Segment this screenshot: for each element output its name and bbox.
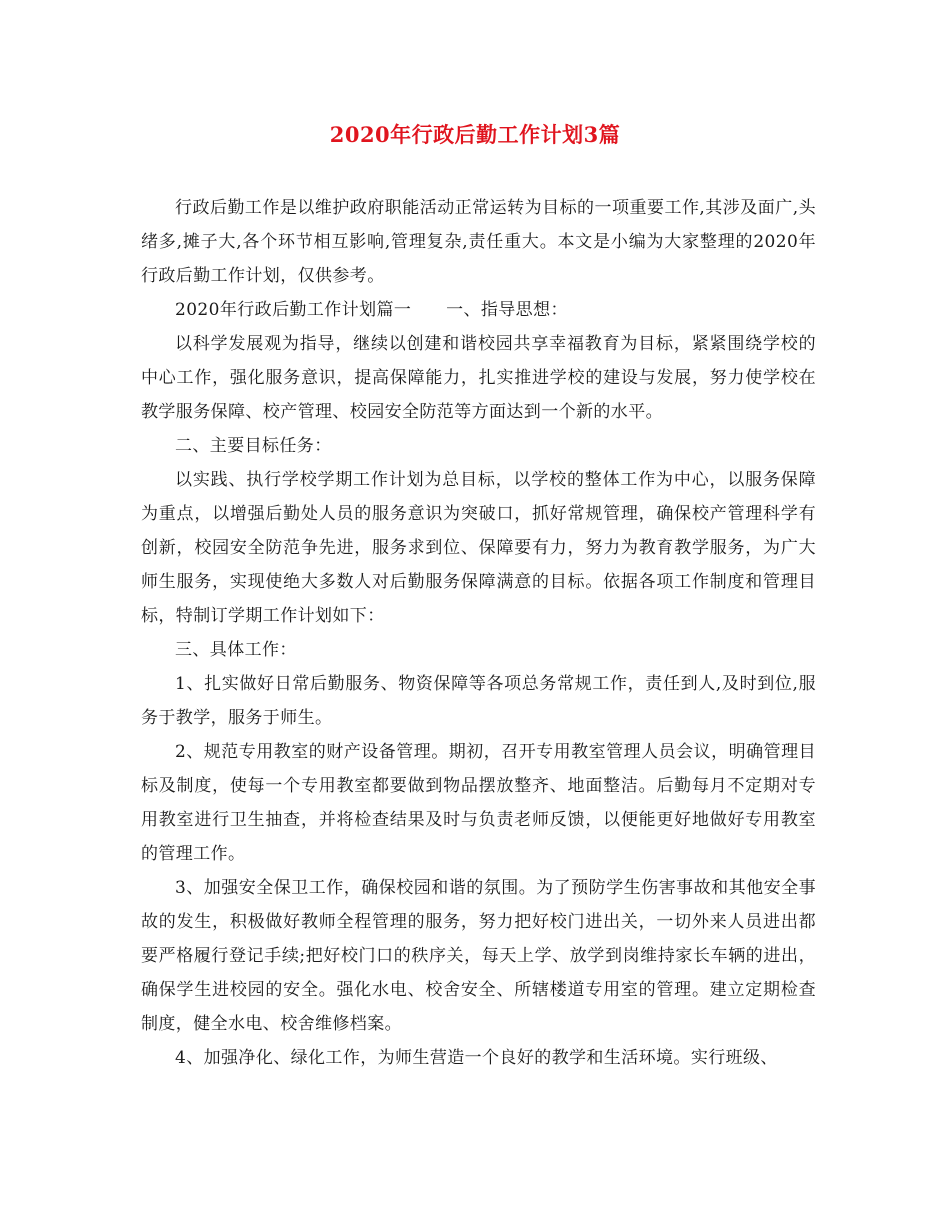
paragraph-item-4: 4、加强净化、绿化工作，为师生营造一个良好的教学和生活环境。实行班级、 (175, 1048, 778, 1068)
paragraph-item-3: 3、加强安全保卫工作，确保校园和谐的氛围。为了预防学生伤害事故和其他安全事故的发生，积极做好教师全程管理的服务，努力把好校门进出关，一切外来人员进出都要严格履行登记手续;把好校门口的秩序关，每天上学、放学到岗维持家长车辆的进出，确保学生进校园的安全。强化水电、校舍安全、所辖楼道专用室的管理。建立定期检查制度，健全水电、校舍维修档案。 (141, 878, 816, 1034)
document-title: 2020年行政后勤工作计划3篇 (329, 122, 621, 147)
paragraph-main-goals: 以实践、执行学校学期工作计划为总目标，以学校的整体工作为中心，以服务保障为重点，以增强后勤处人员的服务意识为突破口，抓好常规管理，确保校产管理科学有创新，校园安全防范争先进，服务求到位、保障要有力，努力为教育教学服务，为广大师生服务，实现使绝大多数人对后勤服务保障满意的目标。依据各项工作制度和管理目标，特制订学期工作计划如下： (141, 470, 816, 626)
paragraph-section-heading-3: 三、具体工作： (175, 640, 297, 660)
paragraph-section-heading-2: 二、主要目标任务： (175, 436, 332, 456)
paragraph-section-heading-1: 2020年行政后勤工作计划篇一 一、指导思想： (175, 300, 568, 320)
paragraph-guiding-ideology: 以科学发展观为指导，继续以创建和谐校园共享幸福教育为目标，紧紧围绕学校的中心工作，强化服务意识，提高保障能力，扎实推进学校的建设与发展，努力使学校在教学服务保障、校产管理、校园安全防范等方面达到一个新的水平。 (141, 334, 816, 422)
document-body (141, 191, 816, 1075)
paragraph-item-1: 1、扎实做好日常后勤服务、物资保障等各项总务常规工作，责任到人,及时到位,服务于教学，服务于师生。 (141, 674, 816, 728)
paragraph-item-2: 2、规范专用教室的财产设备管理。期初，召开专用教室管理人员会议，明确管理目标及制度，使每一个专用教室都要做到物品摆放整齐、地面整洁。后勤每月不定期对专用教室进行卫生抽查，并将检查结果及时与负责老师反馈，以便能更好地做好专用教室的管理工作。 (141, 742, 816, 864)
paragraph-intro: 行政后勤工作是以维护政府职能活动正常运转为目标的一项重要工作,其涉及面广,头绪多,摊子大,各个环节相互影响,管理复杂,责任重大。本文是小编为大家整理的2020年行政后勤工作计划，仅供参考。 (141, 198, 816, 286)
